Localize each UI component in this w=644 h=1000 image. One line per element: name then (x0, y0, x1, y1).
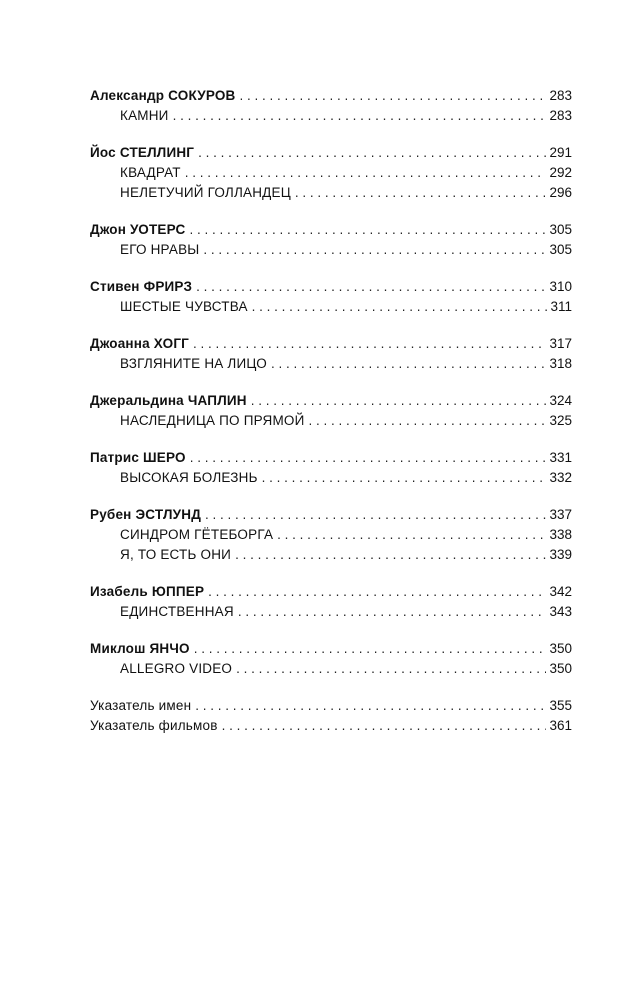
film-title: ALLEGRO VIDEO (120, 661, 233, 676)
dot-leader (198, 143, 546, 163)
toc-author-entry[interactable] (90, 334, 572, 354)
toc-author-entry[interactable] (90, 391, 572, 411)
toc-index-entry[interactable] (90, 696, 572, 716)
toc-film-entry[interactable] (90, 411, 572, 431)
author-name: Джеральдина ЧАПЛИН (90, 393, 247, 408)
page-number: 305 (549, 222, 572, 237)
film-title: ВЗГЛЯНИТЕ НА ЛИЦО (120, 356, 267, 371)
page-number: 325 (549, 413, 572, 428)
dot-leader (277, 525, 546, 545)
film-title: КВАДРАТ (120, 165, 181, 180)
page-number: 361 (549, 718, 572, 733)
dot-leader (252, 297, 548, 317)
toc-author-entry[interactable] (90, 277, 572, 297)
film-title: НЕЛЕТУЧИЙ ГОЛЛАНДЕЦ (120, 185, 291, 200)
toc-film-entry[interactable] (90, 354, 572, 374)
toc-index-section (90, 696, 572, 736)
index-title: Указатель имен (90, 698, 192, 713)
dot-leader (295, 183, 547, 203)
film-title: КАМНИ (120, 108, 169, 123)
film-title: СИНДРОМ ГЁТЕБОРГА (120, 527, 274, 542)
toc-section (90, 391, 572, 431)
dot-leader (222, 716, 547, 736)
film-title: ЕДИНСТВЕННАЯ (120, 604, 234, 619)
page-number: 332 (549, 470, 572, 485)
dot-leader (173, 106, 547, 126)
author-name: Миклош ЯНЧО (90, 641, 190, 656)
toc-index-entry[interactable] (90, 716, 572, 736)
toc-author-entry[interactable] (90, 220, 572, 240)
page-number: 291 (549, 145, 572, 160)
film-title: ВЫСОКАЯ БОЛЕЗНЬ (120, 470, 258, 485)
dot-leader (271, 354, 546, 374)
page-number: 343 (549, 604, 572, 619)
author-name: Джон УОТЕРС (90, 222, 186, 237)
page-number: 338 (549, 527, 572, 542)
page-number: 292 (549, 165, 572, 180)
page-number: 283 (549, 108, 572, 123)
dot-leader (190, 448, 547, 468)
toc-section (90, 277, 572, 317)
toc-film-entry[interactable] (90, 602, 572, 622)
dot-leader (195, 696, 546, 716)
toc-author-entry[interactable] (90, 505, 572, 525)
film-title: ЕГО НРАВЫ (120, 242, 200, 257)
toc-film-entry[interactable] (90, 297, 572, 317)
toc-film-entry[interactable] (90, 240, 572, 260)
author-name: Стивен ФРИРЗ (90, 279, 193, 294)
toc-author-entry[interactable] (90, 582, 572, 602)
page-number: 350 (549, 661, 572, 676)
page-number: 324 (549, 393, 572, 408)
page-number: 337 (549, 507, 572, 522)
dot-leader (205, 505, 546, 525)
dot-leader (262, 468, 547, 488)
dot-leader (309, 411, 547, 431)
author-name: Йос СТЕЛЛИНГ (90, 145, 195, 160)
toc-film-entry[interactable] (90, 545, 572, 565)
toc-section (90, 639, 572, 679)
toc-section (90, 143, 572, 203)
dot-leader (251, 391, 547, 411)
toc-author-entry[interactable] (90, 448, 572, 468)
dot-leader (189, 220, 546, 240)
toc-section (90, 448, 572, 488)
page-number: 339 (549, 547, 572, 562)
author-name: Изабель ЮППЕР (90, 584, 205, 599)
index-title: Указатель фильмов (90, 718, 218, 733)
dot-leader (194, 639, 547, 659)
dot-leader (208, 582, 546, 602)
author-name: Рубен ЭСТЛУНД (90, 507, 202, 522)
toc-author-entry[interactable] (90, 143, 572, 163)
author-name: Джоанна ХОГГ (90, 336, 190, 351)
toc-film-entry[interactable] (90, 525, 572, 545)
toc-author-entry[interactable] (90, 86, 572, 106)
page-number: 310 (549, 279, 572, 294)
toc-section (90, 86, 572, 126)
page-number: 331 (549, 450, 572, 465)
toc-section (90, 334, 572, 374)
author-name: Патрис ШЕРО (90, 450, 186, 465)
film-title: ШЕСТЫЕ ЧУВСТВА (120, 299, 248, 314)
toc-author-entry[interactable] (90, 639, 572, 659)
dot-leader (185, 163, 547, 183)
table-of-contents (90, 86, 572, 753)
dot-leader (238, 602, 547, 622)
toc-section (90, 582, 572, 622)
toc-film-entry[interactable] (90, 163, 572, 183)
page-number: 311 (550, 299, 572, 314)
film-title: НАСЛЕДНИЦА ПО ПРЯМОЙ (120, 413, 305, 428)
dot-leader (193, 334, 546, 354)
page-number: 296 (549, 185, 572, 200)
page-number: 355 (549, 698, 572, 713)
dot-leader (235, 545, 546, 565)
page-number: 283 (549, 88, 572, 103)
page-number: 318 (549, 356, 572, 371)
page-number: 317 (549, 336, 572, 351)
dot-leader (240, 86, 547, 106)
toc-film-entry[interactable] (90, 106, 572, 126)
film-title: Я, ТО ЕСТЬ ОНИ (120, 547, 232, 562)
dot-leader (196, 277, 546, 297)
page-number: 350 (549, 641, 572, 656)
toc-film-entry[interactable] (90, 183, 572, 203)
toc-section (90, 220, 572, 260)
toc-film-entry[interactable] (90, 659, 572, 679)
toc-film-entry[interactable] (90, 468, 572, 488)
author-name: Александр СОКУРОВ (90, 88, 236, 103)
toc-section (90, 505, 572, 565)
dot-leader (203, 240, 546, 260)
page-number: 305 (549, 242, 572, 257)
dot-leader (236, 659, 546, 679)
page-number: 342 (549, 584, 572, 599)
